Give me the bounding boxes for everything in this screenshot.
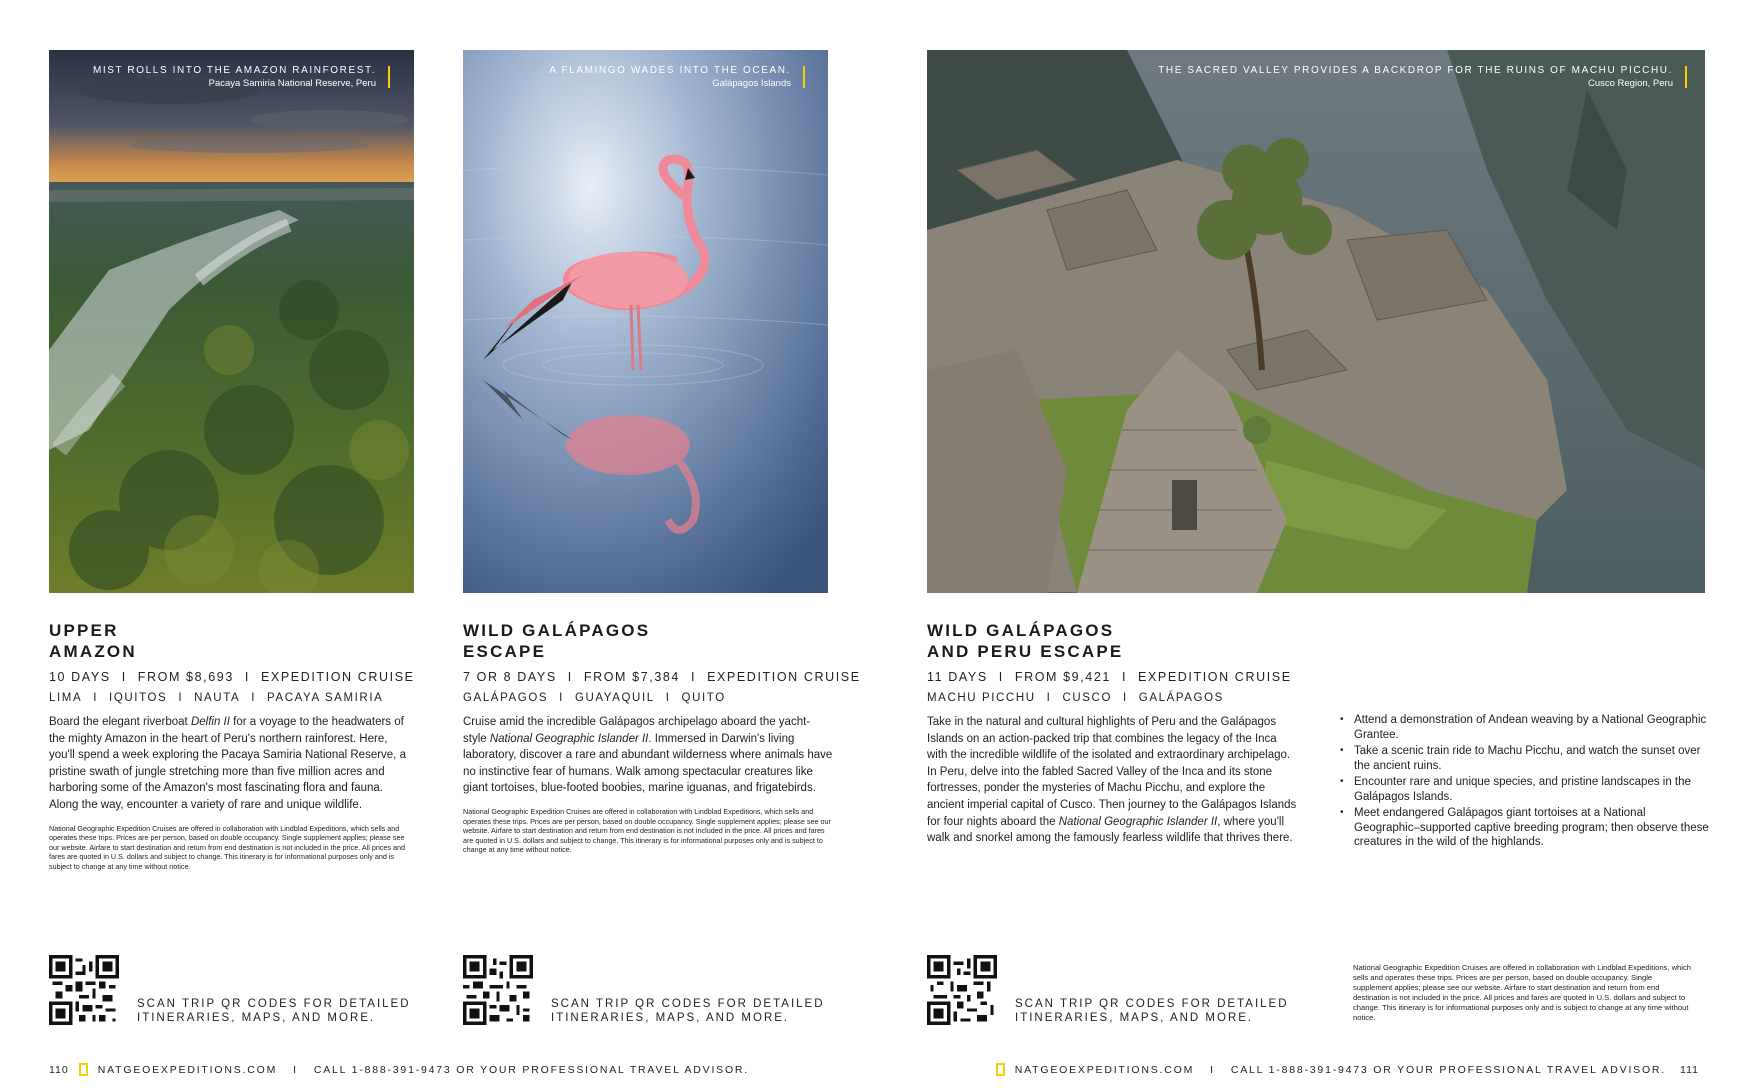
trip-stop: GUAYAQUIL	[574, 692, 655, 704]
trip-duration: 7 OR 8 DAYS	[463, 670, 557, 684]
caption-title: A FLAMINGO WADES INTO THE OCEAN.	[549, 65, 791, 76]
trip-meta: 7 OR 8 DAYS I FROM $7,384 I EXPEDITION CRUISE	[463, 670, 861, 684]
footer-website-link[interactable]: NATGEOEXPEDITIONS.COM	[97, 1063, 278, 1076]
qr-code-wild-galapagos-and-peru[interactable]	[927, 955, 997, 1025]
highlight-item: • Encounter rare and unique species, and pristine landscapes in the Galápagos Islands.	[1340, 775, 1710, 804]
footer-left: 110 NATGEOEXPEDITIONS.COM I CALL 1-888-391-9473 OR YOUR PROFESSIONAL TRAVEL ADVISOR.	[49, 1063, 750, 1076]
trip-stop: NAUTA	[194, 692, 241, 704]
trip-title	[49, 620, 414, 662]
trip-fine-print: National Geographic Expedition Cruises are offered in collaboration with Lindblad Expeditions, which sells and operates these trips. Prices are per person, based on double occupancy. Single supplement applies; please see our website. Airfare to start destination and return from end destination is not included in the price. All prices and fares are quoted in U.S. dollars and subject to change. This itinerary is for informational purposes only and is subject to change at any time without notice.	[463, 806, 831, 855]
highlight-item: • Meet endangered Galápagos giant tortoises at a National Geographic–supported captive breeding program; then observe these creatures in the wild of the highlands.	[1340, 806, 1710, 850]
footer-call-text: CALL 1-888-391-9473 OR YOUR PROFESSIONAL TRAVEL ADVISOR.	[313, 1063, 750, 1076]
trip-fine-print: National Geographic Expedition Cruises are offered in collaboration with Lindblad Expeditions, which sells and operates these trips. Prices are per person, based on double occupancy. Single supplement applies; please see our website. Airfare to start destination and return from end destination is not included in the price. All prices and fares are quoted in U.S. dollars and subject to change. This itinerary is for informational purposes only and is subject to change at any time without notice.	[49, 823, 405, 871]
trip-price: FROM $9,421	[1014, 670, 1111, 684]
caption-accent-bar	[388, 66, 390, 88]
trip-fine-print: National Geographic Expedition Cruises are offered in collaboration with Lindblad Expeditions, which sells and operates these trips. Prices are per person, based on double occupancy. Single supplement applies; please see our website. Airfare to start destination and return from end destination is not included in the price. All prices and fares are quoted in U.S. dollars and subject to change. This itinerary is for informational purposes only and is subject to change at any time without notice.	[1353, 963, 1691, 1022]
trip-meta: 10 DAYS I FROM $8,693 I EXPEDITION CRUISE	[49, 670, 415, 684]
trip-price: FROM $8,693	[137, 670, 234, 684]
caption-title: MIST ROLLS INTO THE AMAZON RAINFOREST.	[92, 65, 376, 76]
trip-upper-amazon	[49, 620, 414, 872]
trip-title-line-2: AND PERU ESCAPE	[927, 642, 1124, 661]
natgeo-logo-icon	[996, 1063, 1005, 1076]
qr-code-wild-galapagos-escape[interactable]	[463, 955, 533, 1025]
trip-duration: 10 DAYS	[49, 670, 111, 684]
trip-stops: LIMA I IQUITOS I NAUTA I PACAYA SAMIRIA	[49, 692, 384, 704]
trip-wild-galapagos-and-peru	[927, 620, 1297, 847]
trip-title	[927, 620, 1297, 662]
trip-stop: GALÁPAGOS	[463, 692, 549, 704]
trip-title-line-2: ESCAPE	[463, 642, 547, 661]
ship-name: Delfin II	[190, 716, 230, 728]
footer-call-text: CALL 1-888-391-9473 OR YOUR PROFESSIONAL TRAVEL ADVISOR.	[1230, 1063, 1667, 1076]
trip-price: FROM $7,384	[583, 670, 680, 684]
footer-right: NATGEOEXPEDITIONS.COM I CALL 1-888-391-9473 OR YOUR PROFESSIONAL TRAVEL ADVISOR. 111	[996, 1063, 1699, 1076]
photo-flamingo	[463, 50, 828, 593]
qr-instructions: SCAN TRIP QR CODES FOR DETAILED ITINERARIES, MAPS, AND MORE.	[1015, 998, 1289, 1024]
trip-title	[463, 620, 833, 662]
trip-duration: 11 DAYS	[927, 670, 988, 684]
caption-location: Cusco Region, Peru	[1587, 78, 1673, 89]
qr-code-upper-amazon[interactable]	[49, 955, 119, 1025]
highlight-item: • Attend a demonstration of Andean weaving by a National Geographic Grantee.	[1340, 713, 1710, 742]
trip-stop: QUITO	[681, 692, 726, 704]
natgeo-logo-icon	[79, 1063, 88, 1076]
photo-caption-flamingo	[549, 65, 805, 89]
trip-stops: MACHU PICCHU I CUSCO I GALÁPAGOS	[927, 692, 1224, 704]
trip-type: EXPEDITION CRUISE	[260, 670, 415, 684]
caption-location: Pacaya Samiria National Reserve, Peru	[208, 78, 376, 89]
trip-title-line-1: WILD GALÁPAGOS	[463, 621, 651, 640]
qr-instructions: SCAN TRIP QR CODES FOR DETAILED ITINERARIES, MAPS, AND MORE.	[137, 998, 411, 1024]
trip-stop: PACAYA SAMIRIA	[267, 692, 384, 704]
photo-machu-picchu	[927, 50, 1705, 593]
trip-wild-galapagos-escape	[463, 620, 861, 855]
trip-stop: CUSCO	[1062, 692, 1112, 704]
trip-stop: MACHU PICCHU	[927, 692, 1036, 704]
trip-type: EXPEDITION CRUISE	[707, 670, 861, 684]
trip-title-line-1: UPPER	[49, 621, 119, 640]
photo-caption-machu-picchu	[1158, 65, 1687, 89]
trip-stops: GALÁPAGOS I GUAYAQUIL I QUITO	[463, 692, 726, 704]
page-number-right: 111	[1680, 1063, 1699, 1076]
photo-amazon-rainforest	[49, 50, 414, 593]
trip-highlights	[1340, 713, 1710, 852]
trip-stop: LIMA	[49, 692, 83, 704]
trip-stop: GALÁPAGOS	[1138, 692, 1224, 704]
trip-description: Take in the natural and cultural highlights of Peru and the Galápagos Islands on an action-packed trip that combines the legacy of the Inca with the incredible wildlife of the isolated and extraordinary archipelago. In Peru, delve into the fabled Sacred Valley of the Inca and its stone fortresses, ponder the mysteries of Machu Picchu, and explore the ancient imperial capital of Cusco. Then journey to the Galápagos Islands for four nights aboard the National Geographic Islander II, where you'll walk and snorkel among the famously fearless wildlife that thrives there.	[927, 716, 1297, 845]
caption-accent-bar	[803, 66, 805, 88]
trip-description: Cruise amid the incredible Galápagos archipelago aboard the yacht-style National Geographic Islander II. Immersed in Darwin's living laboratory, discover a rare and abundant wilderness where animals have no instinctive fear of humans. Walk among spectacular creatures like giant tortoises, blue-footed boobies, marine iguanas, and frigatebirds.	[463, 716, 833, 795]
ship-name: National Geographic Islander II	[1058, 815, 1218, 828]
ship-name: National Geographic Islander II	[489, 732, 649, 745]
caption-accent-bar	[1685, 66, 1687, 88]
caption-title: THE SACRED VALLEY PROVIDES A BACKDROP FOR THE RUINS OF MACHU PICCHU.	[1158, 65, 1673, 76]
trip-stop: IQUITOS	[109, 692, 168, 704]
trip-title-line-1: WILD GALÁPAGOS	[927, 621, 1115, 640]
trip-title-line-2: AMAZON	[49, 642, 137, 661]
caption-location: Galápagos Islands	[712, 78, 791, 89]
photo-caption-amazon	[93, 65, 390, 89]
trip-description: Board the elegant riverboat Delfin II for a voyage to the headwaters of the mighty Amazon in the heart of Peru's northern rainforest. Here, you'll spend a week exploring the Pacaya Samiria National Reserve, a pristine swath of jungle stretching more than five million acres and harboring some of the Amazon's most fascinating flora and fauna. Along the way, encounter a variety of rare and unique wildlife.	[49, 716, 406, 811]
trip-type: EXPEDITION CRUISE	[1138, 670, 1292, 684]
qr-instructions: SCAN TRIP QR CODES FOR DETAILED ITINERARIES, MAPS, AND MORE.	[551, 998, 825, 1024]
footer-website-link[interactable]: NATGEOEXPEDITIONS.COM	[1014, 1063, 1195, 1076]
trip-meta: 11 DAYS I FROM $9,421 I EXPEDITION CRUISE	[927, 670, 1292, 684]
page-number-left: 110	[49, 1063, 69, 1076]
highlight-item: • Take a scenic train ride to Machu Picchu, and watch the sunset over the ancient ruins.	[1340, 744, 1710, 773]
